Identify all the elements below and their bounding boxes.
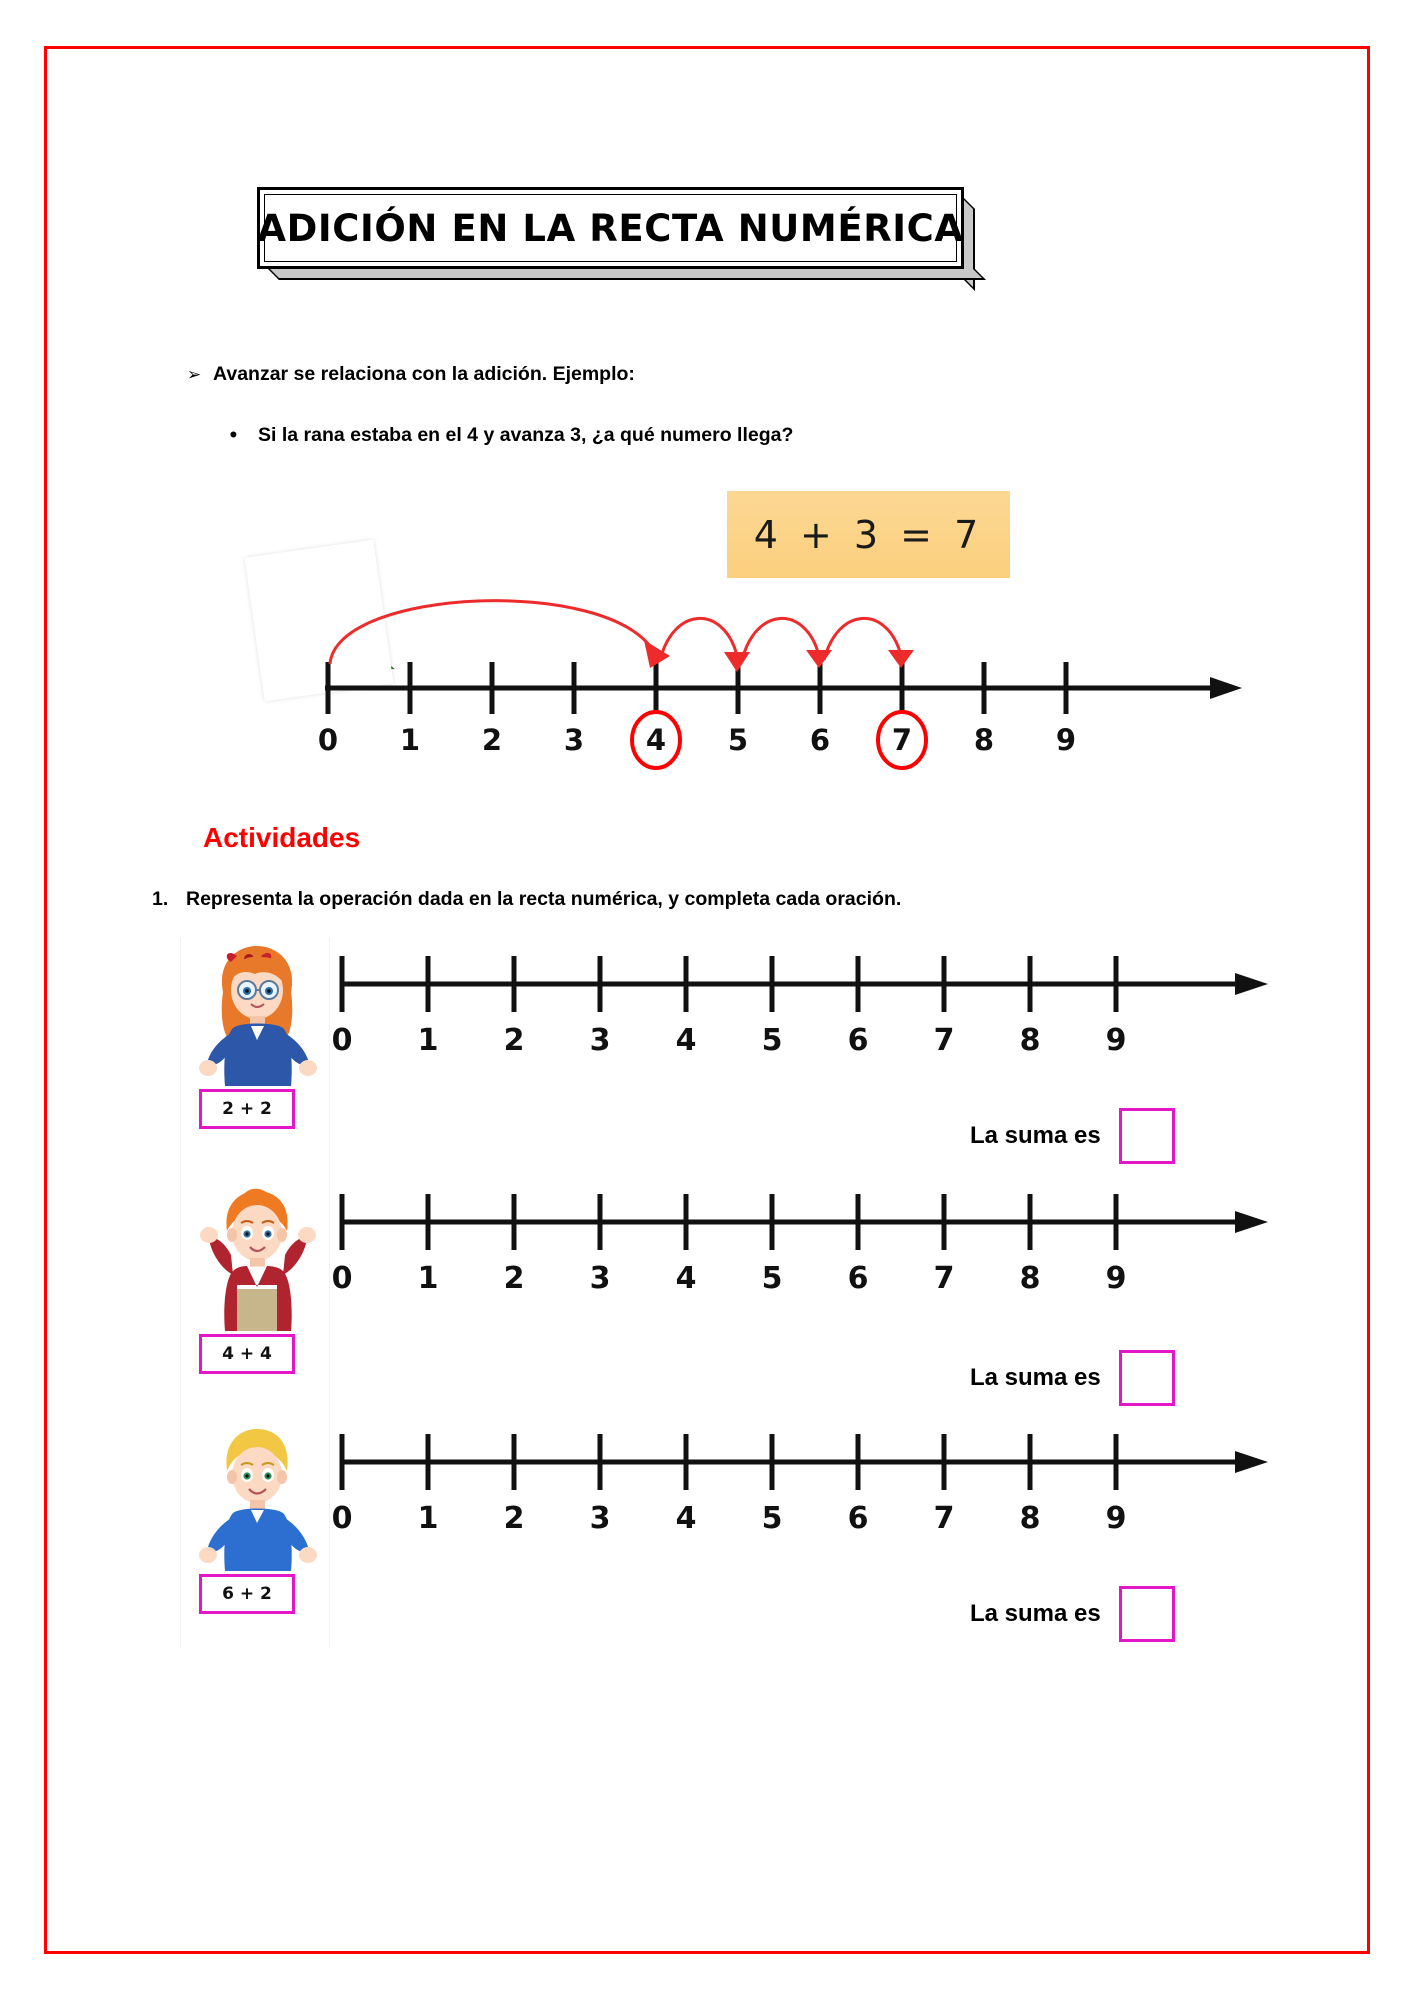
svg-text:3: 3 (589, 1261, 611, 1296)
svg-text:7: 7 (933, 1261, 955, 1296)
svg-text:6: 6 (847, 1023, 869, 1058)
task-1 (152, 888, 901, 911)
exercise-1-answer-row (970, 1108, 1175, 1164)
exercise-2-answer-box[interactable] (1119, 1350, 1175, 1406)
exercise-1-prompt: La suma es (970, 1122, 1101, 1149)
kid-column (180, 938, 330, 1648)
example-numberline-block (250, 540, 1270, 800)
intro-bullet-1-text: Avanzar se relaciona con la adición. Ejemplo: (213, 363, 635, 385)
exercise-2-prompt: La suma es (970, 1364, 1101, 1391)
exercise-area (180, 938, 1300, 1648)
svg-text:0: 0 (331, 1261, 353, 1296)
girl-orange-hair-icon (197, 940, 317, 1090)
exercise-1-answer-box[interactable] (1119, 1108, 1175, 1164)
svg-text:5: 5 (761, 1261, 783, 1296)
boy-blond-hair-icon (197, 1425, 317, 1575)
title-box (257, 187, 964, 269)
example-equation-text: 4 + 3 = 7 (753, 512, 984, 557)
svg-text:8: 8 (1019, 1501, 1041, 1536)
exercise-3-operation-box: 6 + 2 (199, 1574, 295, 1614)
example-numberline-svg (250, 540, 1270, 800)
exercise-2-kid-cell (181, 1183, 331, 1388)
svg-text:6: 6 (847, 1261, 869, 1296)
title-bevel-bottom (268, 269, 986, 280)
title-banner (257, 187, 964, 269)
exercise-1-numberline (330, 928, 1300, 1078)
example-tick-label-6: 6 (809, 723, 831, 757)
title-inner-frame (257, 194, 964, 262)
svg-text:9: 9 (1105, 1501, 1127, 1536)
exercise-1-operation-box: 2 + 2 (199, 1089, 295, 1129)
task-1-number: 1. (152, 888, 169, 910)
svg-text:1: 1 (417, 1261, 439, 1296)
svg-text:4: 4 (675, 1261, 697, 1296)
example-tick-label-9: 9 (1055, 723, 1077, 757)
page-title: ADICIÓN EN LA RECTA NUMÉRICA (257, 206, 964, 250)
exercise-2-answer-row (970, 1350, 1175, 1406)
example-tick-label-1: 1 (399, 723, 421, 757)
svg-text:7: 7 (933, 1023, 955, 1058)
arrow-bullet-icon: ➢ (187, 365, 202, 385)
dot-bullet-icon: • (228, 426, 239, 446)
svg-text:0: 0 (331, 1501, 353, 1536)
task-1-text: Representa la operación dada en la recta numérica, y completa cada oración. (186, 888, 902, 910)
svg-text:2: 2 (503, 1501, 525, 1536)
exercise-2-numberline (330, 1166, 1300, 1316)
svg-text:2: 2 (503, 1023, 525, 1058)
exercise-3-numberline (330, 1406, 1300, 1556)
example-tick-label-0: 0 (317, 723, 339, 757)
example-tick-label-5: 5 (727, 723, 749, 757)
intro-bullet-2 (228, 424, 793, 447)
example-tick-label-2: 2 (481, 723, 503, 757)
exercise-1-kid-cell (181, 938, 331, 1143)
svg-text:3: 3 (589, 1023, 611, 1058)
example-tick-label-4: 4 (645, 723, 667, 757)
svg-text:6: 6 (847, 1501, 869, 1536)
svg-text:1: 1 (417, 1023, 439, 1058)
example-tick-label-7: 7 (891, 723, 913, 757)
svg-text:4: 4 (675, 1023, 697, 1058)
svg-text:3: 3 (589, 1501, 611, 1536)
svg-text:5: 5 (761, 1501, 783, 1536)
exercise-3-prompt: La suma es (970, 1600, 1101, 1627)
intro-bullet-1 (187, 363, 635, 386)
activities-heading: Actividades (203, 822, 361, 853)
example-tick-label-3: 3 (563, 723, 585, 757)
intro-bullet-2-text: Si la rana estaba en el 4 y avanza 3, ¿a qué numero llega? (258, 424, 794, 446)
svg-text:5: 5 (761, 1023, 783, 1058)
boy-orange-hair-icon (197, 1185, 317, 1335)
svg-text:1: 1 (417, 1501, 439, 1536)
exercise-3-answer-box[interactable] (1119, 1586, 1175, 1642)
svg-text:2: 2 (503, 1261, 525, 1296)
exercise-3-kid-cell (181, 1423, 331, 1628)
svg-text:0: 0 (331, 1023, 353, 1058)
svg-text:7: 7 (933, 1501, 955, 1536)
svg-text:9: 9 (1105, 1261, 1127, 1296)
svg-text:8: 8 (1019, 1023, 1041, 1058)
svg-text:9: 9 (1105, 1023, 1127, 1058)
svg-text:4: 4 (675, 1501, 697, 1536)
exercise-3-answer-row (970, 1586, 1175, 1642)
svg-text:8: 8 (1019, 1261, 1041, 1296)
example-tick-label-8: 8 (973, 723, 995, 757)
exercise-2-operation-box: 4 + 4 (199, 1334, 295, 1374)
